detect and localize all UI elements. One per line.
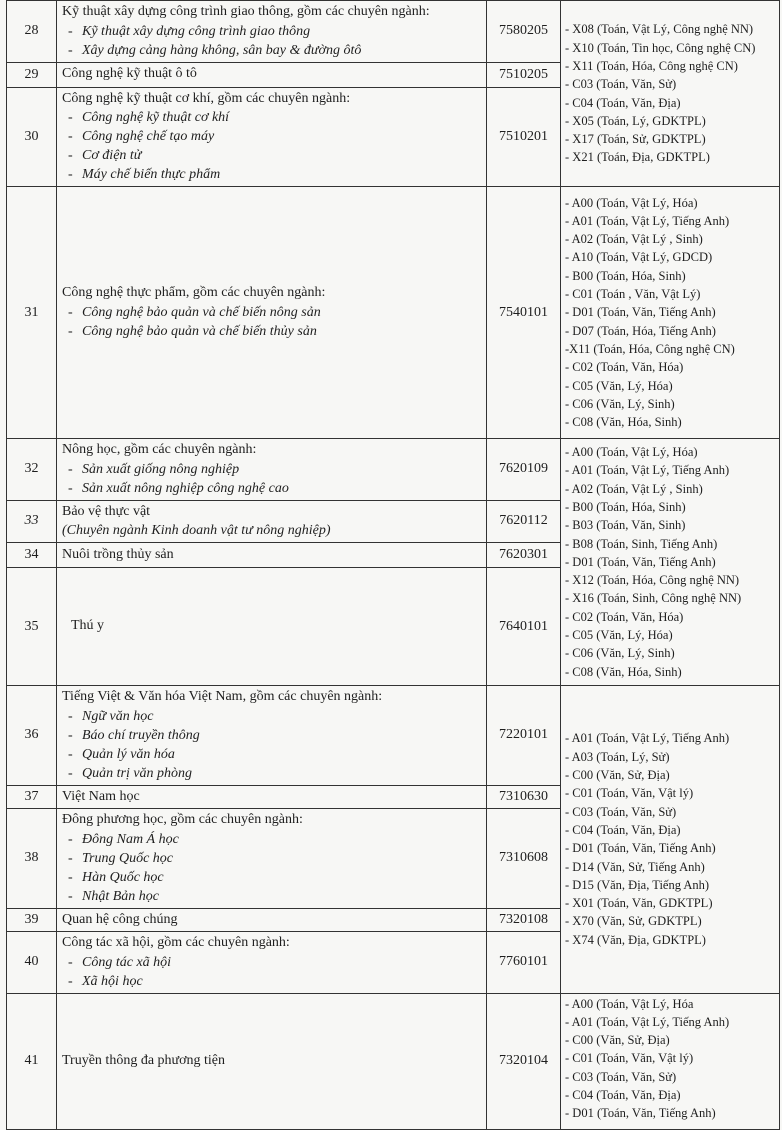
major-code: 7620109: [487, 439, 561, 501]
major-title: Truyền thông đa phương tiện: [62, 1052, 226, 1068]
specialization-item: - Sản xuất giống nông nghiệp: [68, 461, 240, 477]
combination-item: - X10 (Toán, Tin học, Công nghệ CN): [565, 40, 756, 55]
combination-item: - A01 (Toán, Vật Lý, Tiếng Anh): [565, 463, 730, 478]
major-name: [57, 932, 487, 994]
major-code: 7540101: [487, 187, 561, 439]
specialization-item: - Sản xuất nông nghiệp công nghệ cao: [68, 480, 289, 496]
combination-item: - A00 (Toán, Vật Lý, Hóa: [565, 996, 694, 1011]
combination-item: - C06 (Văn, Lý, Sinh): [565, 396, 675, 411]
combination-item: - C01 (Toán, Văn, Vật lý): [565, 1051, 694, 1066]
combination-item: - X08 (Toán, Vật Lý, Công nghệ NN): [565, 22, 754, 37]
combination-item: - C08 (Văn, Hóa, Sinh): [565, 664, 682, 679]
major-name: [57, 1, 487, 63]
combination-item: - A01 (Toán, Vật Lý, Tiếng Anh): [565, 731, 730, 746]
major-title: Công tác xã hội, gồm các chuyên ngành:: [62, 935, 290, 950]
row-number: 30: [7, 87, 57, 187]
combination-item: - X12 (Toán, Hóa, Công nghệ NN): [565, 573, 740, 588]
combination-item: - X16 (Toán, Sinh, Công nghệ NN): [565, 591, 742, 606]
table-row: [7, 1, 780, 63]
major-name: [57, 500, 487, 543]
major-title: Công nghệ kỹ thuật ô tô: [62, 66, 197, 82]
combination-item: - A10 (Toán, Vật Lý, GDCD): [565, 250, 713, 265]
major-code: 7620301: [487, 543, 561, 568]
combination-item: - C03 (Toán, Văn, Sử): [565, 77, 677, 92]
row-number: 41: [7, 993, 57, 1129]
combination-item: - B00 (Toán, Hóa, Sinh): [565, 268, 686, 283]
major-name: [57, 785, 487, 809]
major-code: 7580205: [487, 1, 561, 63]
major-code: 7310630: [487, 785, 561, 809]
combination-item: - X05 (Toán, Lý, GDKTPL): [565, 113, 706, 128]
combination-item: - X21 (Toán, Địa, GDKTPL): [565, 150, 710, 165]
combination-item: - A02 (Toán, Vật Lý , Sinh): [565, 232, 703, 247]
combination-item: - C02 (Toán, Văn, Hóa): [565, 609, 684, 624]
major-code: 7510205: [487, 62, 561, 87]
row-number: 39: [7, 908, 57, 932]
combination-item: - X70 (Văn, Sử, GDKTPL): [565, 914, 702, 929]
combination-item: - D14 (Văn, Sử, Tiếng Anh): [565, 859, 705, 874]
combination-item: - C05 (Văn, Lý, Hóa): [565, 628, 673, 643]
major-code: 7640101: [487, 568, 561, 686]
major-title: Nông học, gồm các chuyên ngành:: [62, 442, 257, 457]
major-title: Việt Nam học: [62, 788, 140, 804]
row-number: 40: [7, 932, 57, 994]
specialization-item: - Xây dựng cảng hàng không, sân bay & đường ôtô: [68, 42, 362, 58]
major-title: Công nghệ kỹ thuật cơ khí, gồm các chuyên ngành:: [62, 90, 351, 106]
combination-item: -X11 (Toán, Hóa, Công nghệ CN): [565, 341, 735, 356]
table-row: [7, 187, 780, 439]
combination-item: - A00 (Toán, Vật Lý, Hóa): [565, 195, 698, 210]
admission-majors-table: [6, 0, 780, 1130]
combination-item: - C08 (Văn, Hóa, Sinh): [565, 415, 682, 430]
major-title: Kỹ thuật xây dựng công trình giao thông, gồm các chuyên ngành:: [62, 4, 430, 19]
table-row: [7, 439, 780, 501]
major-title: Thú y: [71, 618, 105, 634]
combination-item: - A03 (Toán, Lý, Sử): [565, 749, 670, 764]
combination-item: - C06 (Văn, Lý, Sinh): [565, 646, 675, 661]
major-code: 7320108: [487, 908, 561, 932]
row-number: 28: [7, 1, 57, 63]
major-code: 7760101: [487, 932, 561, 994]
row-number: 33: [7, 500, 57, 543]
specialization-item: - Nhật Bản học: [68, 888, 159, 904]
row-number: 38: [7, 809, 57, 909]
table-row: [7, 686, 780, 786]
combination-item: - C00 (Văn, Sử, Địa): [565, 1033, 670, 1048]
major-name: [57, 908, 487, 932]
major-code: 7310608: [487, 809, 561, 909]
combination-item: - C03 (Toán, Văn, Sử): [565, 804, 677, 819]
combination-item: - C00 (Văn, Sử, Địa): [565, 768, 670, 783]
combination-item: - C01 (Toán, Văn, Vật lý): [565, 786, 694, 801]
combination-item: - C02 (Toán, Văn, Hóa): [565, 360, 684, 375]
major-name: [57, 439, 487, 501]
combination-item: - C03 (Toán, Văn, Sử): [565, 1069, 677, 1084]
row-number: 32: [7, 439, 57, 501]
combination-item: - C05 (Văn, Lý, Hóa): [565, 378, 673, 393]
combination-item: - D01 (Toán, Văn, Tiếng Anh): [565, 1106, 716, 1121]
specialization-item: - Ngữ văn học: [68, 708, 154, 724]
row-number: 35: [7, 568, 57, 686]
combination-item: - B03 (Toán, Văn, Sinh): [565, 518, 686, 533]
specialization-item: - Báo chí truyền thông: [68, 727, 200, 743]
subject-combinations: [561, 187, 780, 439]
row-number: 36: [7, 686, 57, 786]
combination-item: - D01 (Toán, Văn, Tiếng Anh): [565, 305, 716, 320]
specialization-item: - Kỹ thuật xây dựng công trình giao thông: [68, 23, 311, 39]
specialization-item: - Trung Quốc học: [68, 850, 173, 866]
row-number: 37: [7, 785, 57, 809]
combination-item: - A01 (Toán, Vật Lý, Tiếng Anh): [565, 213, 730, 228]
combination-item: - B00 (Toán, Hóa, Sinh): [565, 499, 686, 514]
specialization-item: - Công nghệ bảo quản và chế biến nông sản: [68, 304, 321, 320]
major-name: [57, 62, 487, 87]
table-row: [7, 993, 780, 1129]
major-code: 7320104: [487, 993, 561, 1129]
specialization-item: - Đông Nam Á học: [68, 831, 179, 847]
subject-combinations: [561, 686, 780, 994]
major-name: [57, 993, 487, 1129]
combination-item: - C04 (Toán, Văn, Địa): [565, 95, 681, 110]
row-number: 31: [7, 187, 57, 439]
major-title: Công nghệ thực phẩm, gồm các chuyên ngành:: [62, 285, 326, 301]
subject-combinations: [561, 993, 780, 1129]
specialization-item: - Xã hội học: [68, 973, 143, 989]
specialization-item: - Công nghệ chế tạo máy: [68, 129, 215, 144]
specialization-item: - Quản trị văn phòng: [68, 765, 193, 781]
major-name: [57, 187, 487, 439]
major-title: Quan hệ công chúng: [62, 911, 178, 927]
combination-item: - C04 (Toán, Văn, Địa): [565, 822, 681, 837]
major-code: 7220101: [487, 686, 561, 786]
specialization-item: - Công tác xã hội: [68, 954, 172, 970]
specialization-item: - Công nghệ kỹ thuật cơ khí: [68, 110, 230, 125]
major-name: [57, 87, 487, 187]
combination-item: - C04 (Toán, Văn, Địa): [565, 1087, 681, 1102]
specialization-item: - Quản lý văn hóa: [68, 746, 175, 762]
subject-combinations: [561, 1, 780, 187]
combination-item: - D01 (Toán, Văn, Tiếng Anh): [565, 841, 716, 856]
combination-item: - A01 (Toán, Vật Lý, Tiếng Anh): [565, 1014, 730, 1029]
specialization-note: (Chuyên ngành Kinh doanh vật tư nông nghiệp): [62, 523, 331, 538]
major-name: [57, 568, 487, 686]
combination-item: - D01 (Toán, Văn, Tiếng Anh): [565, 554, 716, 569]
major-title: Bảo vệ thực vật: [62, 503, 151, 519]
specialization-item: - Máy chế biến thực phẩm: [68, 167, 221, 182]
major-title: Đông phương học, gồm các chuyên ngành:: [62, 812, 303, 827]
specialization-item: - Công nghệ bảo quản và chế biến thủy sản: [68, 323, 317, 339]
row-number: 34: [7, 543, 57, 568]
specialization-item: - Cơ điện tử: [68, 148, 142, 163]
combination-item: - X74 (Văn, Địa, GDKTPL): [565, 932, 706, 947]
combination-item: - D07 (Toán, Hóa, Tiếng Anh): [565, 323, 716, 338]
major-title: Nuôi trồng thủy sản: [62, 546, 174, 562]
major-name: [57, 809, 487, 909]
combination-item: - D15 (Văn, Địa, Tiếng Anh): [565, 877, 710, 892]
combination-item: - X01 (Toán, Văn, GDKTPL): [565, 896, 713, 911]
major-code: 7510201: [487, 87, 561, 187]
subject-combinations: [561, 439, 780, 686]
combination-item: - A02 (Toán, Vật Lý , Sinh): [565, 481, 703, 496]
major-name: [57, 686, 487, 786]
major-code: 7620112: [487, 500, 561, 543]
combination-item: - A00 (Toán, Vật Lý, Hóa): [565, 445, 698, 460]
combination-item: - B08 (Toán, Sinh, Tiếng Anh): [565, 536, 718, 551]
major-title: Tiếng Việt & Văn hóa Việt Nam, gồm các chuyên ngành:: [62, 689, 383, 704]
combination-item: - X11 (Toán, Hóa, Công nghệ CN): [565, 58, 738, 73]
major-name: [57, 543, 487, 568]
combination-item: - C01 (Toán , Văn, Vật Lý): [565, 287, 701, 302]
specialization-item: - Hàn Quốc học: [68, 869, 164, 885]
row-number: 29: [7, 62, 57, 87]
combination-item: - X17 (Toán, Sử, GDKTPL): [565, 132, 706, 147]
